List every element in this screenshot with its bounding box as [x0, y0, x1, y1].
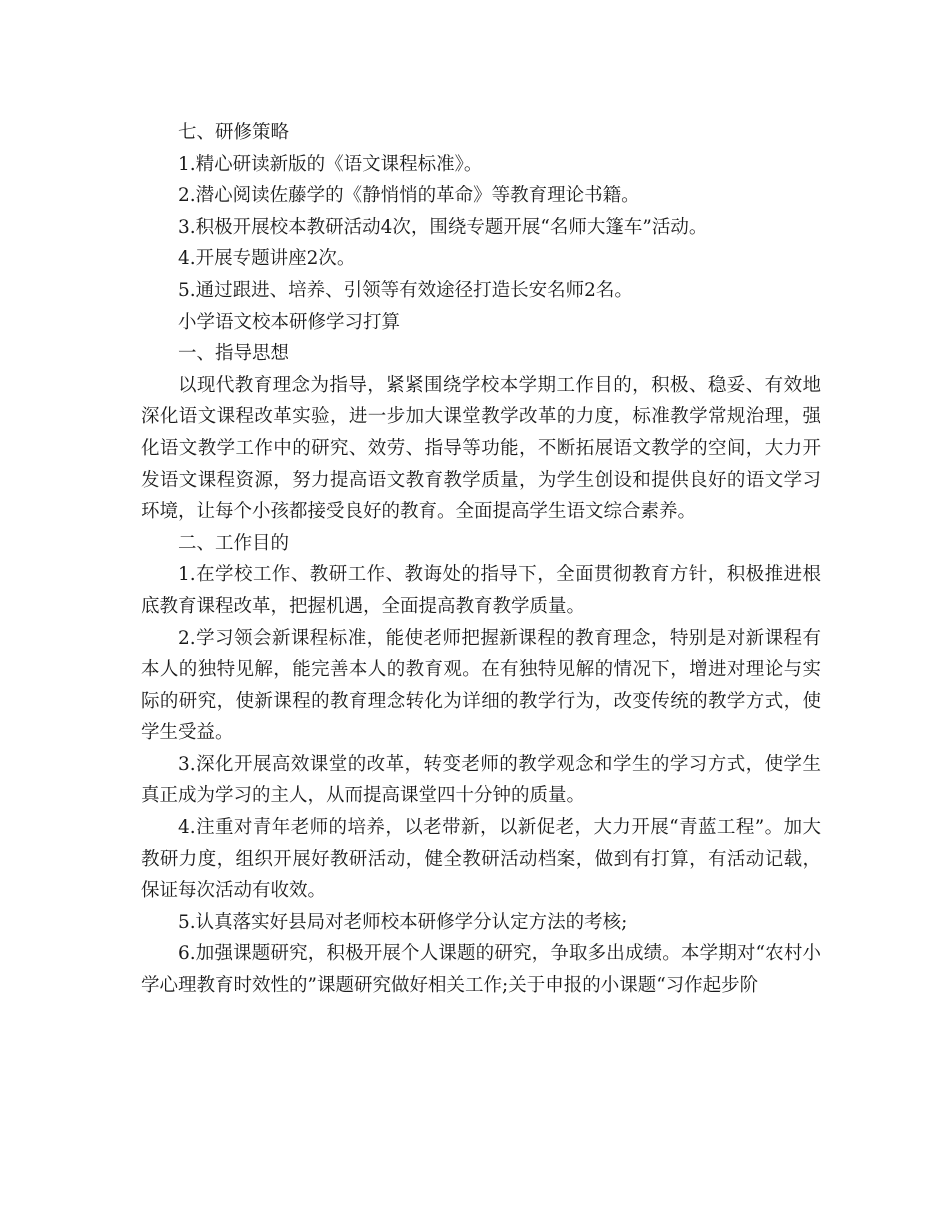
section-heading-guiding: 一、指导思想	[178, 343, 290, 365]
strategy-item-5: 5.通过跟进、培养、引领等有效途径打造长安名师2名。	[178, 279, 633, 301]
strategy-item-1: 1.精心研读新版的《语文课程标准》。	[178, 153, 483, 175]
strategy-item-4: 4.开展专题讲座2次。	[178, 248, 356, 270]
goal-item-1: 1.在学校工作、教研工作、教诲处的指导下，全面贯彻教育方针，积极推进根底教育课程改革，把握机遇，全面提高教育教学质量。	[141, 564, 821, 617]
document-body	[141, 117, 821, 1002]
goal-item-3: 3.深化开展高效课堂的改革，转变老师的教学观念和学生的学习方式，使学生真正成为学习的主人，从而提高课堂四十分钟的质量。	[141, 753, 821, 807]
strategy-item-3: 3.积极开展校本教研活动4次，围绕专题开展“名师大篷车”活动。	[178, 216, 708, 238]
section-heading-goals: 二、工作目的	[178, 532, 290, 554]
goal-item-5: 5.认真落实好县局对老师校本研修学分认定方法的考核;	[178, 911, 628, 933]
goal-item-2: 2.学习领会新课程标准，能使老师把握新课程的教育理念，特别是对新课程有本人的独特见解，能完善本人的教育观。在有独特见解的情况下，增进对理论与实际的研究，使新课程的教育理念转化为详细的教学行为，改变传统的教学方式，使学生受益。	[141, 627, 821, 744]
goal-item-4: 4.注重对青年老师的培养，以老带新，以新促老，大力开展“青蓝工程”。加大教研力度，组织开展好教研活动，健全教研活动档案，做到有打算，有活动记载，保证每次活动有收效。	[141, 817, 821, 902]
strategy-item-2: 2.潜心阅读佐藤学的《静悄悄的革命》等教育理论书籍。	[178, 185, 640, 207]
goal-item-6: 6.加强课题研究，积极开展个人课题的研究，争取多出成绩。本学期对“农村小学心理教育时效性的”课题研究做好相关工作;关于申报的小课题“习作起步阶	[141, 943, 821, 997]
section-heading-strategy: 七、研修策略	[178, 122, 290, 143]
guiding-paragraph: 以现代教育理念为指导，紧紧围绕学校本学期工作目的，积极、稳妥、有效地深化语文课程改革实验，进一步加大课堂教学改革的力度，标准教学常规治理，强化语文教学工作中的研究、效劳、指导等功能，不断拓展语文教学的空间，大力开发语文课程资源，努力提高语文教育教学质量，为学生创设和提供良好的语文学习环境，让每个小孩都接受良好的教育。全面提高学生语文综合素养。	[141, 374, 821, 523]
document-title: 小学语文校本研修学习打算	[178, 311, 401, 333]
